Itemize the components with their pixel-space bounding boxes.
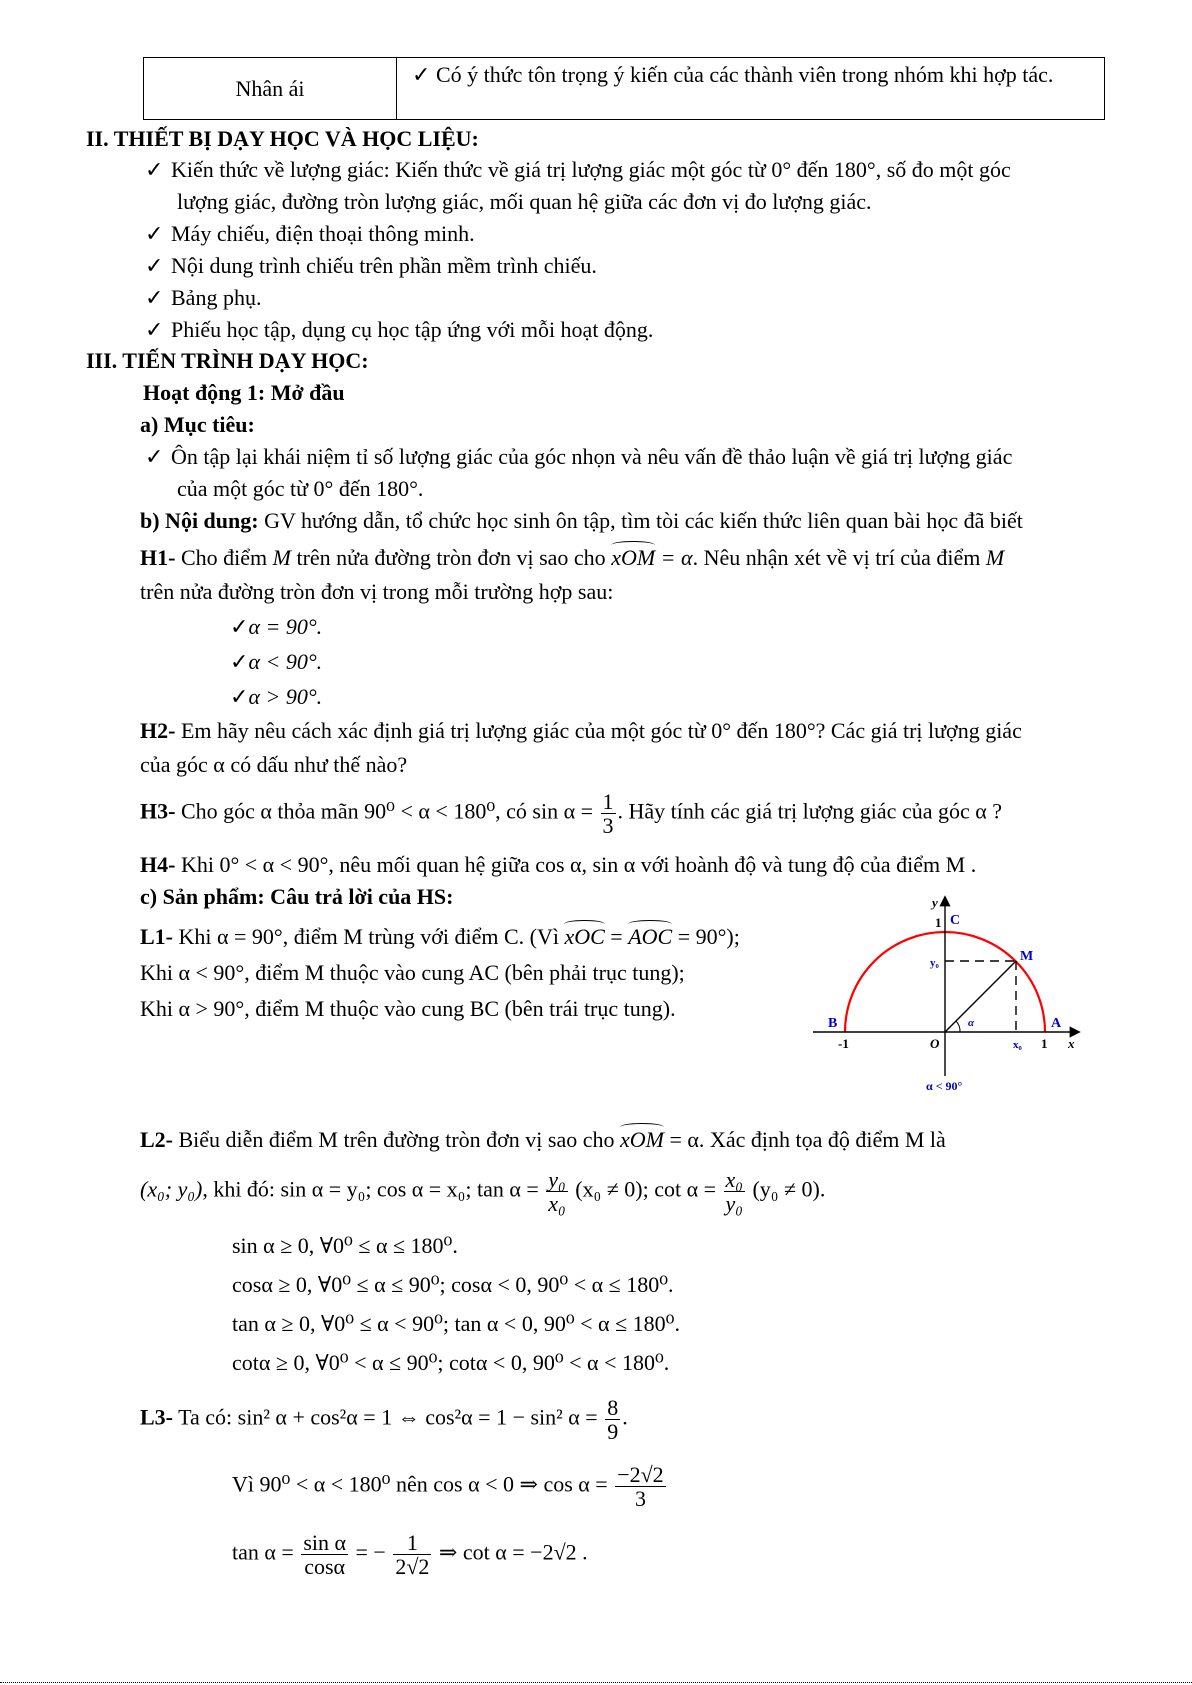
math-var: M <box>985 545 1005 570</box>
text: (x₀ ≠ 0); cot α = <box>575 1176 717 1202</box>
activity-heading: Hoạt động 1: Mở đầu <box>143 380 345 405</box>
origin-label: O <box>930 1036 940 1051</box>
check-icon: ✓ <box>230 649 249 674</box>
numerator: y₀ <box>548 1167 566 1192</box>
fraction <box>601 790 616 837</box>
text: = 90°); <box>677 924 740 949</box>
answer-l3-line2 <box>232 1463 668 1510</box>
text: (y₀ ≠ 0). <box>752 1176 826 1202</box>
text: tan α = <box>232 1539 294 1565</box>
numerator: 1 <box>393 1531 431 1555</box>
question-label: H3- <box>140 798 176 824</box>
text: Em hãy nêu cách xác định giá trị lượng giác của một góc từ 0° đến 180°? Các giá trị lượng giác <box>180 718 1022 743</box>
y0-label: y₀ <box>930 957 939 969</box>
check-icon: ✓ <box>145 253 164 278</box>
question-h4 <box>140 852 976 878</box>
question-h1-line2: trên nửa đường tròn đơn vị trong mỗi trường hợp sau: <box>140 579 614 604</box>
sign-rule-cos: cosα ≥ 0, ∀0⁰ ≤ α ≤ 90⁰; cosα < 0, 90⁰ < α ≤ 180⁰. <box>232 1272 674 1297</box>
text: = − <box>355 1539 386 1565</box>
text: Vì 90⁰ < α < 180⁰ nên cos α < 0 ⇒ cos α = <box>232 1471 608 1497</box>
content-label: b) Nội dung: <box>140 508 259 533</box>
values-table <box>143 57 1105 120</box>
content-text: GV hướng dẫn, tổ chức học sinh ôn tập, tìm tòi các kiến thức liên quan bài học đã biết <box>264 508 1023 533</box>
case-item <box>230 684 322 710</box>
check-icon: ✓ <box>145 317 164 342</box>
check-icon: ✓ <box>145 285 164 310</box>
list-item <box>145 444 1012 470</box>
answer-l2 <box>140 1127 946 1153</box>
content-line <box>140 508 1023 534</box>
text: Cho góc α thỏa mãn 90⁰ < α < 180⁰, có sin α = <box>180 798 594 824</box>
numerator: −2√2 <box>617 1462 664 1487</box>
answer-l1-line2: Khi α < 90°, điểm M thuộc vào cung AC (bên phải trục tung); <box>140 960 685 985</box>
answer-label: L2- <box>140 1127 173 1152</box>
list-item-text: Ôn tập lại khái niệm tỉ số lượng giác của góc nhọn và nêu vấn đề thảo luận về giá trị lượng giác <box>171 444 1013 469</box>
check-icon: ✓ <box>230 684 249 709</box>
answer-label: L1- <box>140 924 173 949</box>
sign-rule-cot: cotα ≥ 0, ∀0⁰ < α ≤ 90⁰; cotα < 0, 90⁰ < α < 180⁰. <box>232 1350 670 1375</box>
angle-hat: xOM <box>611 545 656 570</box>
text: Cho điểm <box>180 545 268 570</box>
fraction-cot <box>724 1168 745 1215</box>
denominator: y₀ <box>725 1191 743 1217</box>
table-cell-text: Có ý thức tôn trọng ý kiến của các thành viên trong nhóm khi hợp tác. <box>435 62 1054 87</box>
list-item <box>145 317 653 343</box>
fraction <box>605 1396 620 1443</box>
check-icon: ✓ <box>412 62 436 87</box>
text: Khi α = 90°, điểm M trùng với điểm C. (Vì <box>178 924 559 949</box>
math-var: M <box>272 545 291 570</box>
figure-caption: α < 90° <box>926 1079 963 1092</box>
check-icon: ✓ <box>145 444 164 469</box>
check-icon: ✓ <box>230 614 249 639</box>
section-3-heading: III. TIẾN TRÌNH DẠY HỌC: <box>86 348 369 373</box>
question-label: H1- <box>140 545 176 570</box>
list-item-text: Bảng phụ. <box>171 285 262 310</box>
fraction <box>301 1531 348 1578</box>
text: , khi đó: sin α = y₀; cos α = x₀; tan α = <box>202 1176 539 1202</box>
denominator: cosα <box>304 1554 346 1580</box>
list-item-text: Kiến thức về lượng giác: Kiến thức về giá trị lượng giác một góc từ 0° đến 180°, số đo một góc <box>171 157 1011 182</box>
fraction <box>615 1463 665 1510</box>
check-icon: ✓ <box>145 157 164 182</box>
angle-hat: AOC <box>628 924 673 949</box>
numerator: 1 <box>602 789 614 814</box>
answer-l2-line2 <box>140 1168 825 1215</box>
denominator: 3 <box>602 813 614 839</box>
check-icon: ✓ <box>145 221 164 246</box>
list-item <box>145 221 475 247</box>
alpha-label: α <box>968 1017 975 1029</box>
sign-rule-sin: sin α ≥ 0, ∀0⁰ ≤ α ≤ 180⁰. <box>232 1233 458 1258</box>
sign-rule-tan: tan α ≥ 0, ∀0⁰ ≤ α < 90⁰; tan α < 0, 90⁰ < α ≤ 180⁰. <box>232 1311 680 1336</box>
answer-label: L3- <box>140 1404 173 1430</box>
list-item-text: Phiếu học tập, dụng cụ học tập ứng với mỗi hoạt động. <box>171 317 654 342</box>
point-b-label: B <box>828 1016 838 1031</box>
text: Ta có: sin² α + cos²α = 1 ⇔ cos²α = 1 − sin² α = <box>178 1404 598 1430</box>
tick-1-right: 1 <box>1041 1036 1048 1051</box>
tick-minus-1: -1 <box>838 1036 849 1051</box>
question-h3 <box>140 790 1002 837</box>
denominator: 2√2 <box>395 1554 430 1580</box>
page-bottom-rule <box>0 1682 1192 1683</box>
numerator: sin α <box>303 1530 347 1555</box>
text: = α. Xác định tọa độ điểm M là <box>669 1127 946 1152</box>
list-item <box>145 157 1011 183</box>
text: ⇒ cot α = −2√2 . <box>438 1539 588 1565</box>
table-cell-quality: Nhân ái <box>144 58 397 119</box>
y-axis-label: y <box>932 895 938 910</box>
text: . Nêu nhận xét về vị trí của điểm <box>692 545 981 570</box>
question-label: H2- <box>140 718 176 743</box>
denominator: 3 <box>634 1486 646 1512</box>
math-expr: (x₀; y₀) <box>140 1176 203 1202</box>
list-item-continuation: lượng giác, đường tròn lượng giác, mối quan hệ giữa các đơn vị đo lượng giác. <box>177 189 872 214</box>
x-axis-label: x <box>1068 1036 1075 1051</box>
x0-label: x₀ <box>1013 1039 1022 1051</box>
case-text: α < 90°. <box>248 649 323 674</box>
answer-l3 <box>140 1396 628 1443</box>
angle-hat: xOM <box>620 1127 664 1152</box>
question-label: H4- <box>140 852 176 877</box>
numerator: x₀ <box>725 1167 743 1192</box>
text: Khi 0° < α < 90°, nêu mối quan hệ giữa cos α, sin α với hoành độ và tung độ của điểm M . <box>180 852 977 877</box>
denominator: 9 <box>607 1419 619 1445</box>
case-item <box>230 649 322 675</box>
table-cell-description <box>412 60 1092 90</box>
list-item-text: Nội dung trình chiếu trên phần mềm trình chiếu. <box>171 253 597 278</box>
list-item <box>145 253 597 279</box>
question-h1 <box>140 545 1004 571</box>
case-item <box>230 614 322 640</box>
text: Biểu diễn điểm M trên đường tròn đơn vị sao cho <box>178 1127 615 1152</box>
section-2-heading: II. THIẾT BỊ DẠY HỌC VÀ HỌC LIỆU: <box>86 126 479 151</box>
answer-l3-line3 <box>232 1531 588 1578</box>
case-text: α = 90°. <box>248 614 323 639</box>
list-item <box>145 285 261 311</box>
text: . Hãy tính các giá trị lượng giác của góc α ? <box>617 798 1003 824</box>
answer-l1-line3: Khi α > 90°, điểm M thuộc vào cung BC (bên trái trục tung). <box>140 996 676 1021</box>
objective-label: a) Mục tiêu: <box>140 412 255 437</box>
angle-hat: xOC <box>564 924 605 949</box>
tick-1-top: 1 <box>935 915 942 930</box>
question-h2-line2: của góc α có dấu như thế nào? <box>140 752 408 777</box>
point-m-label: M <box>1020 949 1034 964</box>
text: = <box>610 924 623 949</box>
list-item-continuation: của một góc từ 0° đến 180°. <box>177 476 424 501</box>
text: trên nửa đường tròn đơn vị sao cho <box>296 545 606 570</box>
product-label: c) Sản phẩm: Câu trả lời của HS: <box>140 884 454 909</box>
fraction <box>393 1531 431 1578</box>
numerator: 8 <box>607 1395 619 1420</box>
case-text: α > 90°. <box>248 684 323 709</box>
unit-circle-figure <box>808 894 1094 1092</box>
angle-arc <box>956 1021 960 1032</box>
question-h2 <box>140 718 1022 744</box>
fraction-tan <box>546 1168 567 1215</box>
math-expr: = α <box>660 545 693 570</box>
answer-l1 <box>140 924 740 950</box>
point-c-label: C <box>950 913 961 928</box>
denominator: x₀ <box>548 1191 566 1217</box>
point-a-label: A <box>1051 1016 1062 1031</box>
list-item-text: Máy chiếu, điện thoại thông minh. <box>171 221 475 246</box>
text: . <box>622 1404 628 1430</box>
